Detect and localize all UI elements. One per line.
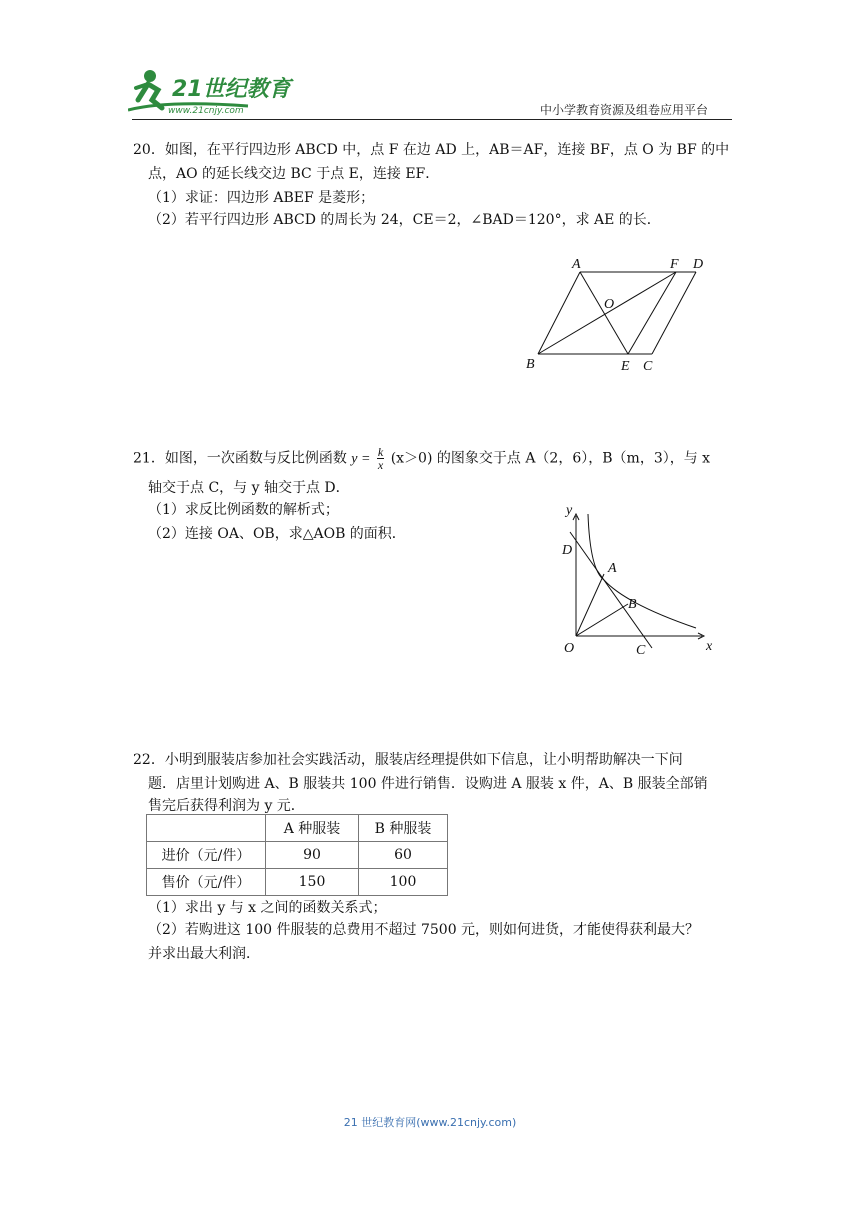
q20-part2: （2）若平行四边形 ABCD 的周长为 24，CE＝2，∠BAD＝120°，求 AE 的长． (148, 212, 661, 228)
runner-logo-icon (128, 66, 298, 118)
q21-part2: （2）连接 OA、OB，求△AOB 的面积． (148, 526, 406, 542)
footer-link[interactable]: 21 世纪教育网(www.21cnjy.com) (343, 1116, 517, 1129)
label-b: B (526, 357, 535, 372)
q20-line1: 20．如图，在平行四边形 ABCD 中，点 F 在边 AD 上，AB＝AF，连接 BF，点 O 为 BF 的中 (133, 142, 730, 158)
q20-line2: 点，AO 的延长线交边 BC 于点 E，连接 EF． (148, 166, 440, 182)
label-c: C (636, 643, 646, 658)
frac-numerator: k (377, 445, 384, 459)
q22-line1: 22．小明到服装店参加社会实践活动，服装店经理提供如下信息，让小明帮助解决一下问 (133, 752, 683, 768)
q22-part2-line1: （2）若购进这 100 件服装的总费用不超过 7500 元，则如何进货，才能使得获利最大？ (148, 922, 700, 938)
q22-part2-line2: 并求出最大利润． (148, 946, 260, 962)
label-x-axis: x (706, 639, 713, 654)
q21-condition: (x＞0) (390, 450, 433, 467)
q21-line2: 轴交于点 C，与 y 轴交于点 D． (148, 480, 350, 496)
parallelogram-figure (520, 252, 730, 376)
q21-y-eq: y = (351, 451, 371, 467)
q21-suffix: 的图象交于点 A（2，6），B（m，3），与 x (436, 450, 711, 467)
table-cell: 60 (359, 842, 448, 869)
function-graph-figure (556, 500, 726, 662)
logo-text: 21世纪教育 (172, 77, 291, 102)
table-cell: 售价（元/件） (147, 869, 266, 896)
table-header-row (147, 815, 448, 842)
q21-prefix: 21．如图，一次函数与反比例函数 (133, 450, 347, 467)
q21-fraction (377, 446, 384, 471)
label-b: B (628, 597, 637, 612)
table-cell: 100 (359, 869, 448, 896)
logo-url: www.21cnjy.com (168, 106, 244, 116)
q20-part1: （1）求证：四边形 ABEF 是菱形； (148, 190, 375, 206)
q21-line1 (133, 446, 710, 472)
site-logo (128, 66, 298, 118)
label-a: A (608, 561, 617, 576)
table-row (147, 869, 448, 896)
label-d: D (562, 543, 573, 558)
q21-part1: （1）求反比例函数的解析式； (148, 502, 339, 518)
label-o: O (564, 641, 575, 656)
label-f: F (670, 257, 679, 272)
price-table (146, 814, 448, 896)
table-row (147, 842, 448, 869)
table-cell: 进价（元/件） (147, 842, 266, 869)
label-o: O (604, 297, 615, 312)
label-e: E (621, 359, 630, 374)
label-d: D (693, 257, 704, 272)
frac-denominator: x (377, 458, 384, 472)
q22-line2: 题．店里计划购进 A、B 服装共 100 件进行销售．设购进 A 服装 x 件，A、B 服装全部销 (148, 776, 708, 792)
label-y-axis: y (566, 503, 573, 518)
label-a: A (572, 257, 581, 272)
table-cell: 90 (266, 842, 359, 869)
q22-line3: 售完后获得利润为 y 元． (148, 798, 305, 814)
table-header-cell: A 种服装 (266, 815, 359, 842)
table-header-cell (147, 815, 266, 842)
table-cell: 150 (266, 869, 359, 896)
platform-title: 中小学教育资源及组卷应用平台 (540, 103, 709, 117)
q22-part1: （1）求出 y 与 x 之间的函数关系式； (148, 900, 387, 916)
table-header-cell: B 种服装 (359, 815, 448, 842)
header-divider (132, 119, 732, 120)
label-c: C (643, 359, 653, 374)
